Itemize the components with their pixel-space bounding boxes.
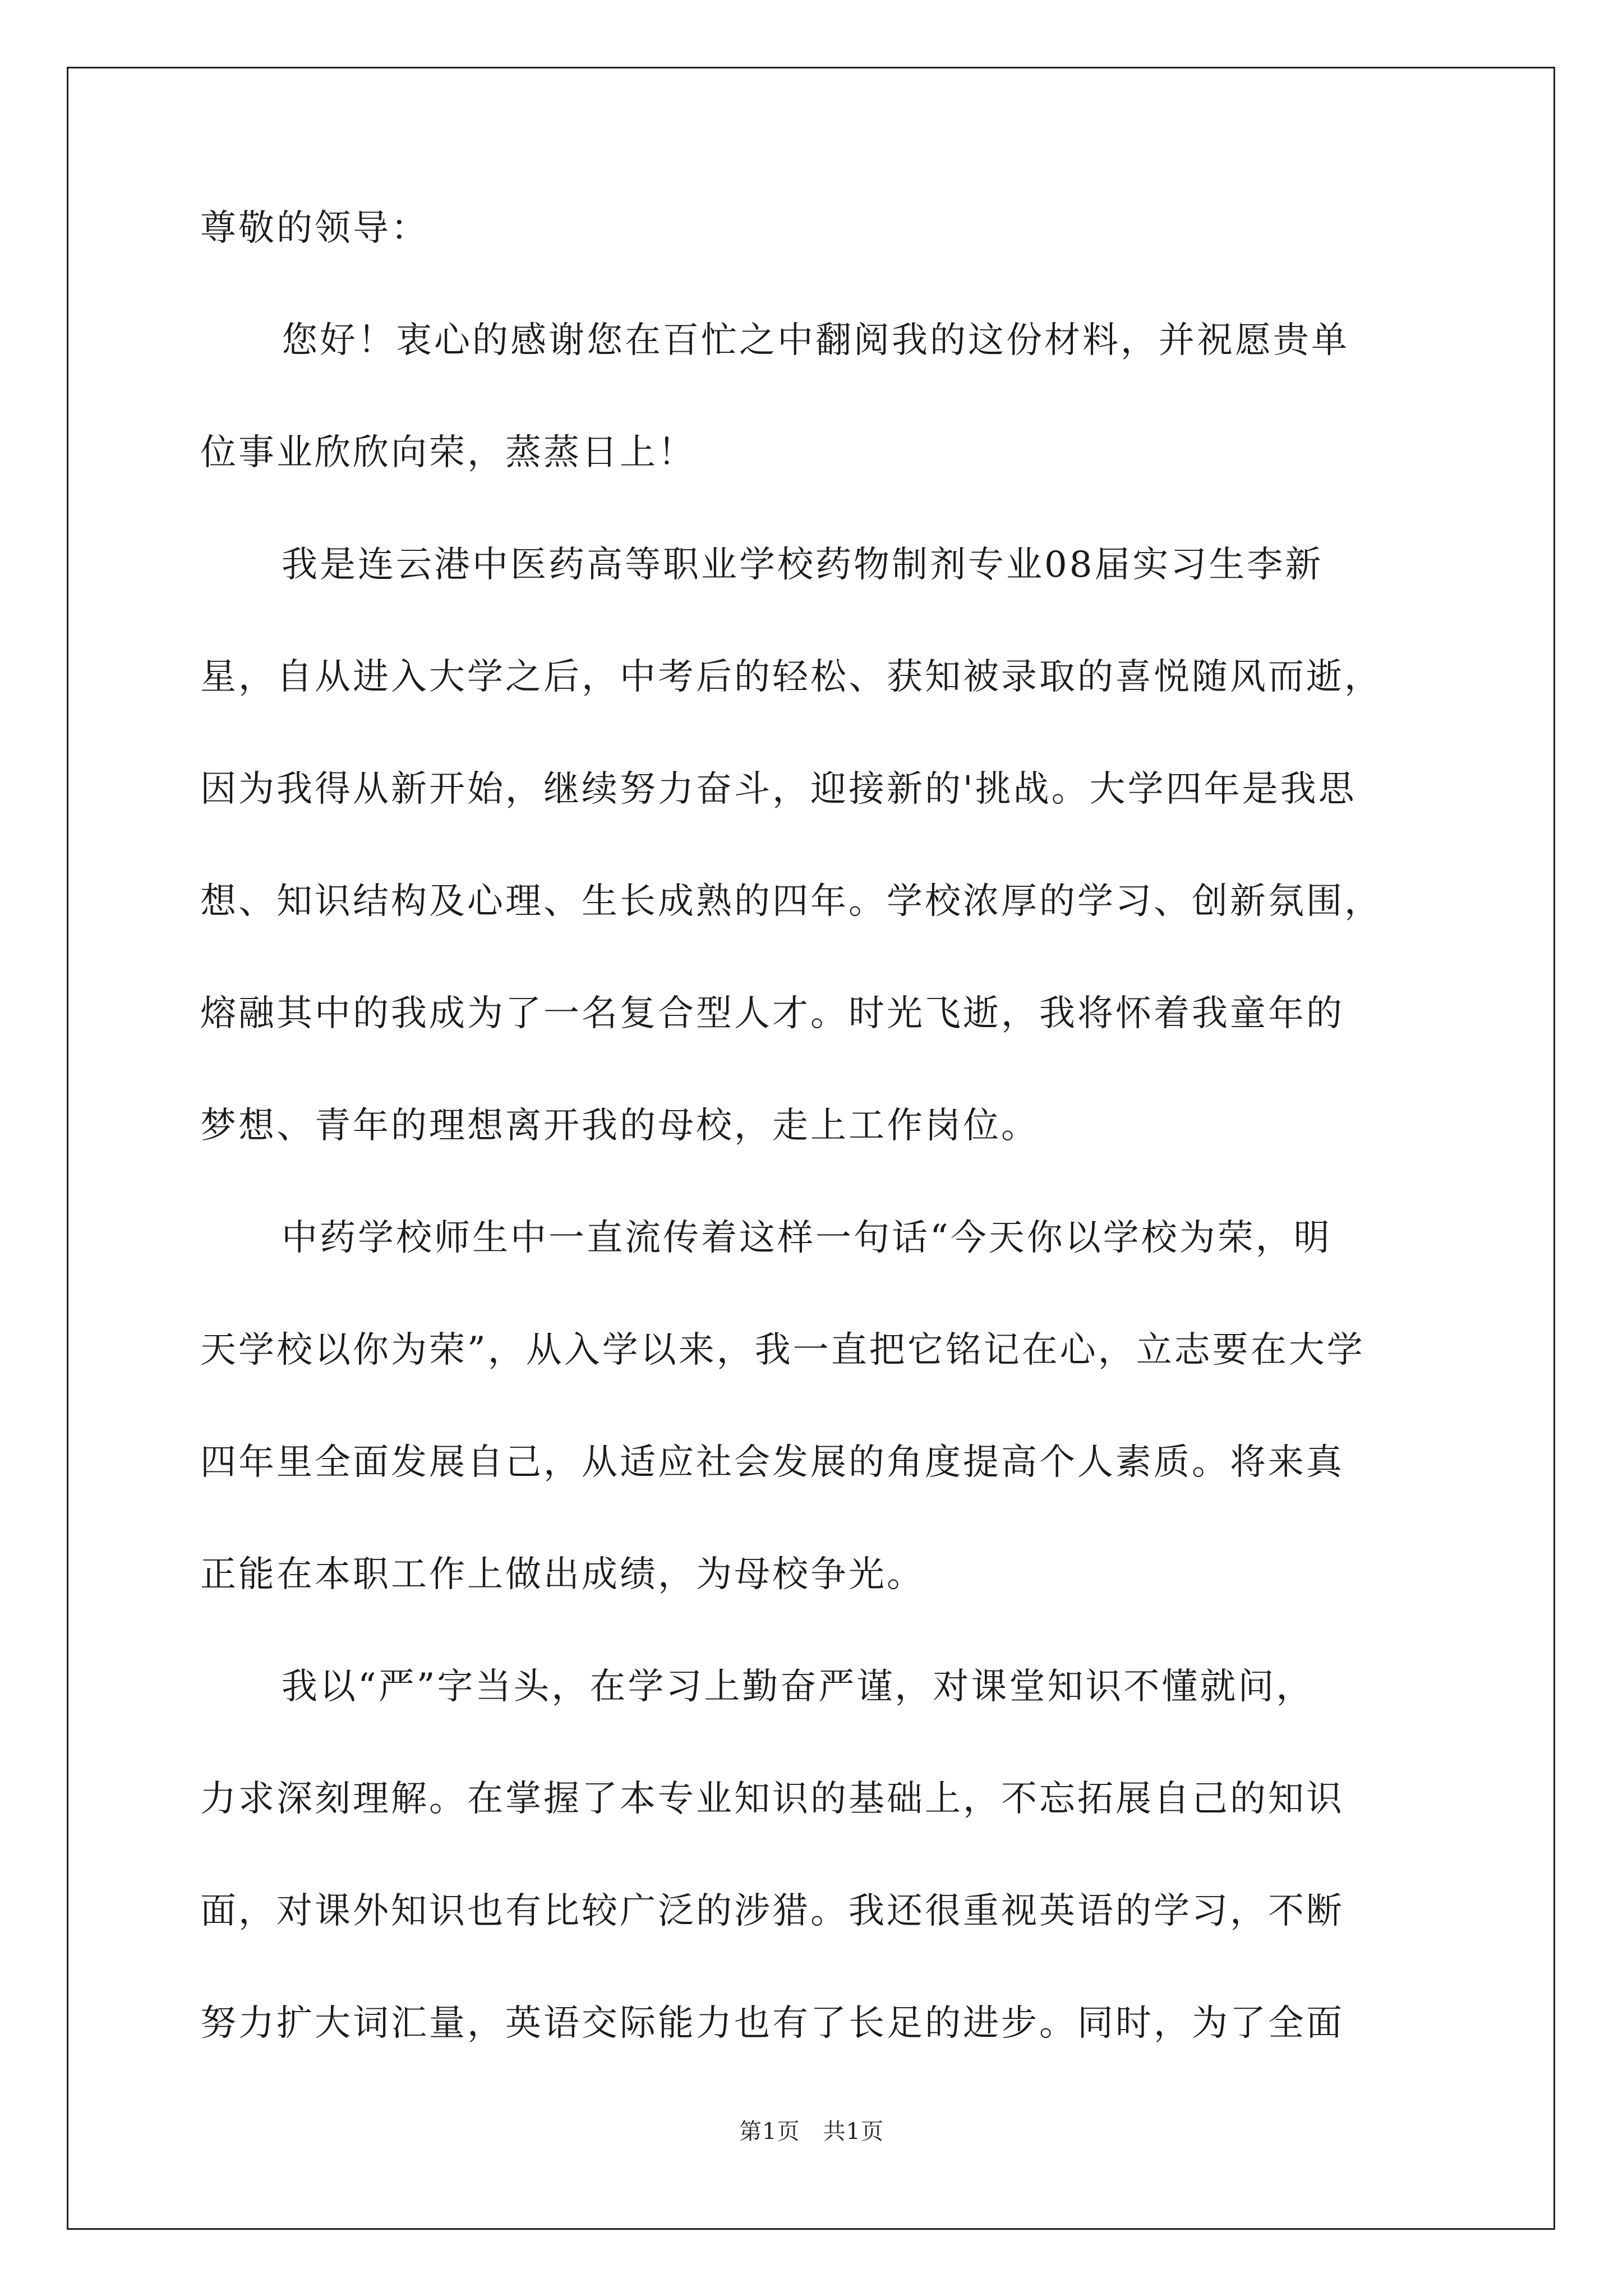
text-line: 想、知识结构及心理、生长成熟的四年。学校浓厚的学习、创新氛围， (200, 881, 1382, 922)
text-line: 因为我得从新开始，继续努力奋斗，迎接新的'挑战。大学四年是我思 (200, 769, 1357, 810)
text-line: 位事业欣欣向荣，蒸蒸日上！ (200, 432, 696, 473)
page-number-footer: 第1页 共1页 (739, 2119, 884, 2145)
text-line: 星，自从进入大学之后，中考后的轻松、获知被录取的喜悦随风而逝， (200, 656, 1382, 698)
text-line: 我是连云港中医药高等职业学校药物制剂专业08届实习生李新 (282, 544, 1324, 586)
text-line: 天学校以你为荣”，从入学以来，我一直把它铭记在心，立志要在大学 (200, 1329, 1365, 1371)
text-line: 熔融其中的我成为了一名复合型人才。时光飞逝，我将怀着我童年的 (200, 993, 1344, 1034)
text-line: 正能在本职工作上做出成绩，为母校争光。 (200, 1554, 925, 1595)
text-line: 面，对课外知识也有比较广泛的涉猎。我还很重视英语的学习，不断 (200, 1890, 1344, 1932)
text-line: 四年里全面发展自己，从适应社会发展的角度提高个人素质。将来真 (200, 1442, 1344, 1483)
text-line: 努力扩大词汇量，英语交际能力也有了长足的进步。同时，为了全面 (200, 2003, 1344, 2044)
text-line: 您好！衷心的感谢您在百忙之中翻阅我的这份材料，并祝愿贵单 (282, 320, 1349, 361)
salutation: 尊敬的领导： (200, 208, 429, 249)
text-line: 力求深刻理解。在掌握了本专业知识的基础上，不忘拓展自己的知识 (200, 1778, 1344, 1820)
text-line: 中药学校师生中一直流传着这样一句话“今天你以学校为荣，明 (282, 1217, 1332, 1259)
text-line: 我以“严”字当头，在学习上勤奋严谨，对课堂知识不懂就问， (282, 1666, 1315, 1708)
text-line: 梦想、青年的理想离开我的母校，走上工作岗位。 (200, 1105, 1039, 1147)
